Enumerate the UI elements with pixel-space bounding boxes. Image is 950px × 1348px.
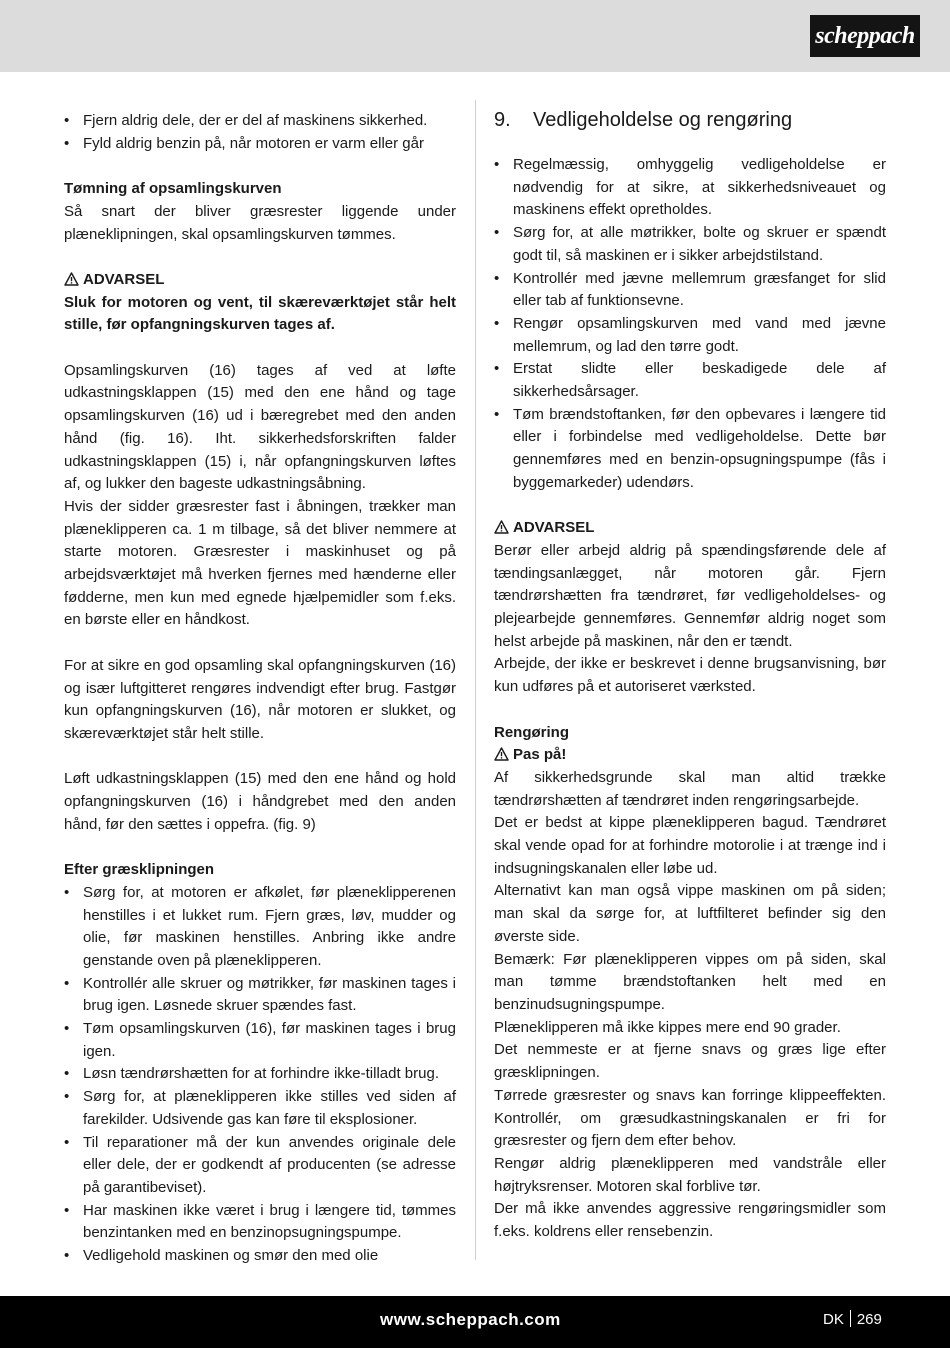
paragraph: Tørrede græsrester og snavs kan forringe klippeeffekten. Kontrollér, om græsudkastningskanalen er fri for græsrester og fjern dem efter behov. xyxy=(494,1086,886,1150)
warning-triangle-icon xyxy=(494,747,509,761)
cleaning-heading: Rengøring xyxy=(494,723,569,741)
website-link[interactable]: www.scheppach.com xyxy=(380,1310,561,1329)
paragraph: Plæneklipperen må ikke kippes mere end 90 grader. xyxy=(494,1018,841,1036)
emptying-heading: Tømning af opsamlingskurven xyxy=(64,180,282,198)
list-item: • Erstat slidte eller beskadigede dele af sikkerhedsårsager. xyxy=(494,358,886,403)
warning-label: ADVARSEL xyxy=(513,519,595,537)
paragraph: Opsamlingskurven (16) tages af ved at løfte udkastningsklappen (15) med den ene hånd og tage opsamlingskurven (16) ud i bæregrebet med den anden hånd (fig. 16). Iht. sikkerhedsforskriften falder udkastningsklappen (15) i, når opfangningskurven løftes af, og lukker den bageste udkastningsåbning. xyxy=(64,361,456,493)
left-column xyxy=(64,110,456,1268)
intro-bullet-list xyxy=(64,110,456,155)
list-item: • Kontrollér med jævne mellemrum græsfanget for slid eller tab af funktionsevne. xyxy=(494,268,886,313)
page-indicator xyxy=(823,1310,882,1328)
list-item: • Har maskinen ikke været i brug i længere tid, tømmes benzintanken med en benzinopsugningspumpe. xyxy=(64,1200,456,1245)
paragraph: Bemærk: Før plæneklipperen vippes om på siden, skal man tømme brændstoftanken helt med en benzinudsugningspumpe. xyxy=(494,950,886,1013)
paragraph: Det er bedst at kippe plæneklipperen bagud. Tændrøret skal vende opad for at forhindre motorolie i at trænge ind i indsugningskanalen eller løbe ud. xyxy=(494,814,886,877)
warning-triangle-icon xyxy=(494,520,509,534)
after-mowing-list xyxy=(64,882,456,1268)
page-number: 269 xyxy=(856,1311,882,1328)
logo-wordmark xyxy=(813,18,917,54)
list-item: • Sørg for, at plæneklipperen ikke stilles ved siden af farekilder. Udsivende gas kan føre til eksplosioner. xyxy=(64,1086,456,1131)
list-item: • Til reparationer må der kun anvendes originale dele eller dele, der er godkendt af producenten (se adresse på garantibeviset). xyxy=(64,1132,456,1200)
after-mowing-heading: Efter græsklipningen xyxy=(64,861,215,879)
paragraph: Arbejde, der ikke er beskrevet i denne brugsanvisning, bør kun udføres på et autoriseret værksted. xyxy=(494,655,886,696)
list-item: • Fyld aldrig benzin på, når motoren er varm eller går xyxy=(64,133,456,156)
paragraph: Af sikkerhedsgrunde skal man altid trække tændrørshætten af tændrøret inden rengøringsarbejde. xyxy=(494,768,886,809)
paragraph: Rengør aldrig plæneklipperen med vandstråle eller højtryksrenser. Motoren skal forblive tør. xyxy=(494,1154,886,1195)
list-item: • Regelmæssig, omhyggelig vedligeholdelse er nødvendig for at sikre, at sikkerhedsniveauet og maskinens effekt opretholdes. xyxy=(494,154,886,222)
warning-text: Sluk for motoren og vent, til skæreværktøjet står helt stille, før opfangningskurven tages af. xyxy=(64,293,456,334)
footer-separator xyxy=(850,1310,851,1327)
warning-triangle-icon xyxy=(64,272,79,286)
page-footer xyxy=(0,1296,950,1348)
right-column xyxy=(494,110,886,1244)
warning-label: ADVARSEL xyxy=(83,270,165,288)
section-title: Vedligeholdelse og rengøring xyxy=(533,109,793,131)
paragraph: For at sikre en god opsamling skal opfangningskurven (16) og især luftgitteret rengøres indvendigt efter brug. Fastgør kun opfangningskurven (16), når motoren er slukket, og skæreværktøjet står helt stille. xyxy=(64,656,456,742)
section-number: 9. xyxy=(494,109,511,131)
list-item: • Fjern aldrig dele, der er del af maskinens sikkerhed. xyxy=(64,110,456,133)
emptying-text: Så snart der bliver græsrester liggende under plæneklipningen, skal opsamlingskurven tømmes. xyxy=(64,202,456,243)
paragraph: Det nemmeste er at fjerne snavs og græs lige efter græsklipningen. xyxy=(494,1041,886,1082)
column-divider xyxy=(475,100,476,1260)
warning-heading xyxy=(494,517,886,540)
list-item: • Kontrollér alle skruer og møtrikker, før maskinen tages i brug igen. Løsnede skruer spændes fast. xyxy=(64,973,456,1018)
list-item: • Sørg for, at motoren er afkølet, før plæneklipperenen henstilles i et lukket rum. Fjern græs, løv, mudder og olie, før maskinen henstilles. Anbring ikke andre genstande oven på plæneklipperen. xyxy=(64,882,456,973)
warning-text: Berør eller arbejd aldrig på spændingsførende dele af tændingsanlægget, når motoren går. Fjern tændrørshætten fra tændrøret, før vedligeholdelses- og plejearbejde gennemføres. Gennemfør aldrig noget som helst arbejde på maskinen, når den er tændt. xyxy=(494,541,886,650)
paragraph: Alternativt kan man også vippe maskinen om på siden; man skal da sørge for, at luftfilteret befinder sig den øverste side. xyxy=(494,882,886,945)
section-heading xyxy=(494,108,886,132)
paragraph: Hvis der sidder græsrester fast i åbningen, trækker man plæneklipperen ca. 1 m tilbage, så det bliver nemmere at starte motoren. Græsrester i maskinhuset og på arbejdsværktøjet må hverken fjernes med hænderne eller fødderne, men kun med egnede hjælpemidler som f.eks. en børste eller en håndkost. xyxy=(64,497,456,629)
paragraph: Der må ikke anvendes aggressive rengøringsmidler som f.eks. koldrens eller rensebenzin. xyxy=(494,1200,886,1241)
list-item: • Rengør opsamlingskurven med vand med jævne mellemrum, og lad den tørre godt. xyxy=(494,313,886,358)
page-header xyxy=(0,0,950,72)
list-item: • Vedligehold maskinen og smør den med olie xyxy=(64,1245,456,1268)
list-item: • Tøm opsamlingskurven (16), før maskinen tages i brug igen. xyxy=(64,1018,456,1063)
maintenance-bullet-list xyxy=(494,154,886,495)
paragraph: Løft udkastningsklappen (15) med den ene hånd og hold opfangningskurven (16) i håndgrebet med den anden hånd, før den sættes i oppefra. (fig. 9) xyxy=(64,770,456,833)
logo-text: scheppach xyxy=(815,23,915,49)
caution-heading xyxy=(494,744,886,767)
warning-heading xyxy=(64,269,456,292)
scheppach-logo xyxy=(810,15,920,57)
list-item: • Sørg for, at alle møtrikker, bolte og skruer er spændt godt til, så maskinen er i sikker arbejdstilstand. xyxy=(494,222,886,267)
list-item: • Tøm brændstoftanken, før den opbevares i længere tid eller i forbindelse med vedligeholdelse. Dette bør gennemføres med en benzin-opsugningspumpe (fås i byggemarkeder) udendørs. xyxy=(494,404,886,495)
language-code: DK xyxy=(823,1311,844,1328)
caution-label: Pas på! xyxy=(513,746,567,764)
list-item: • Løsn tændrørshætten for at forhindre ikke-tilladt brug. xyxy=(64,1063,456,1086)
